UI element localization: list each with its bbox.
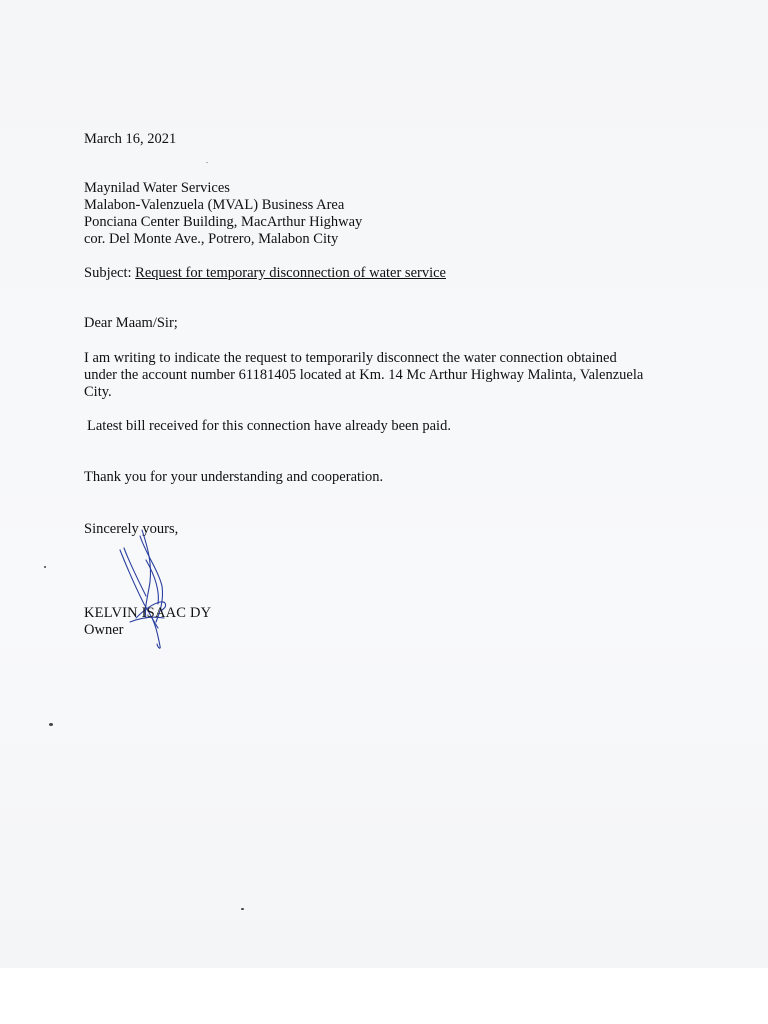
scan-bottom-edge: [0, 968, 768, 1024]
subject-line: [84, 265, 446, 282]
scan-speck: [49, 723, 53, 726]
body-paragraph-1-line-3: City.: [84, 384, 112, 400]
body-paragraph-1-line-1: I am writing to indicate the request to temporarily disconnect the water connection obtained: [84, 350, 617, 366]
body-paragraph-3: Thank you for your understanding and cooperation.: [84, 469, 384, 485]
recipient-address: [84, 180, 362, 248]
salutation: Dear Maam/Sir;: [84, 315, 178, 331]
body-paragraph-1: [84, 350, 643, 401]
subject-label: Subject:: [84, 265, 132, 281]
body-paragraph-1-line-2: under the account number 61181405 located at Km. 14 Mc Arthur Highway Malinta, Valenzuela: [84, 367, 644, 383]
scan-speck: [44, 566, 46, 568]
signatory-title: Owner: [84, 622, 124, 638]
subject-text: Request for temporary disconnection of water service: [135, 265, 446, 281]
recipient-line-2: Malabon-Valenzuela (MVAL) Business Area: [84, 197, 345, 213]
body-paragraph-2: Latest bill received for this connection have already been paid.: [87, 418, 451, 434]
scan-speck: [241, 908, 244, 910]
recipient-line-1: Maynilad Water Services: [84, 180, 230, 196]
signatory-name: KELVIN ISAAC DY: [84, 605, 212, 621]
closing: Sincerely yours,: [84, 521, 179, 537]
letter-date: March 16, 2021: [84, 131, 177, 147]
recipient-line-4: cor. Del Monte Ave., Potrero, Malabon City: [84, 231, 339, 247]
scan-speck: [206, 162, 208, 163]
recipient-line-3: Ponciana Center Building, MacArthur Highway: [84, 214, 363, 230]
